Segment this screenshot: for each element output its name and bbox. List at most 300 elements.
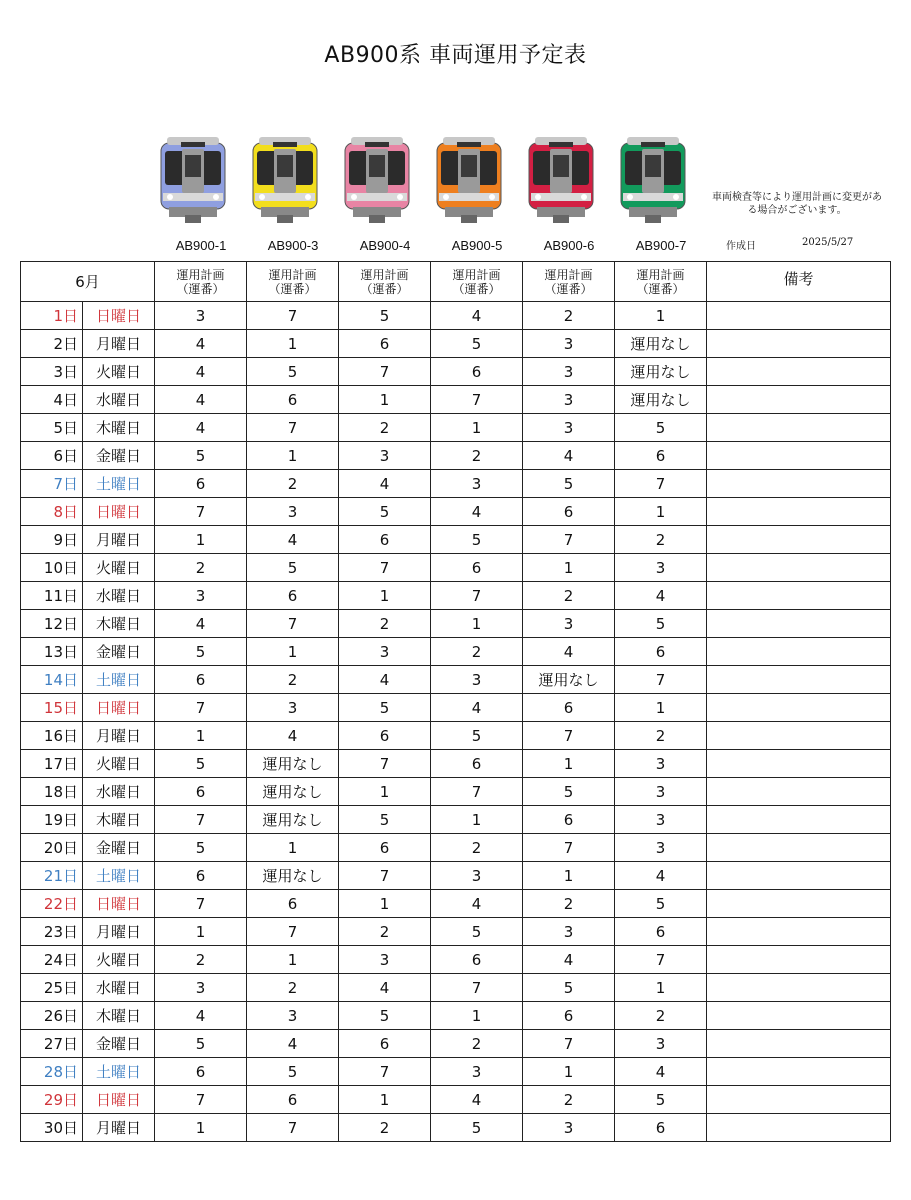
table-row: [21, 862, 891, 890]
weekday-cell: 月曜日: [83, 526, 155, 554]
plan-cell: 3: [155, 582, 247, 610]
plan-cell: 5: [247, 554, 339, 582]
table-row: [21, 638, 891, 666]
day-cell: 16日: [21, 722, 83, 750]
plan-cell: 2: [523, 302, 615, 330]
weekday-cell: 火曜日: [83, 750, 155, 778]
weekday-cell: 土曜日: [83, 862, 155, 890]
plan-cell: 4: [615, 862, 707, 890]
plan-cell: 5: [431, 526, 523, 554]
day-cell: 20日: [21, 834, 83, 862]
table-row: [21, 442, 891, 470]
plan-cell: 3: [339, 638, 431, 666]
plan-cell: 6: [615, 1114, 707, 1142]
schedule-table: [20, 261, 891, 1142]
plan-cell: 5: [615, 890, 707, 918]
table-row: [21, 526, 891, 554]
plan-cell: 7: [247, 414, 339, 442]
plan-cell: 7: [247, 1114, 339, 1142]
schedule-body: [21, 302, 891, 1142]
day-cell: 26日: [21, 1002, 83, 1030]
month-header: 6月: [21, 262, 155, 302]
plan-cell: 5: [339, 1002, 431, 1030]
plan-cell: 7: [339, 862, 431, 890]
table-row: [21, 498, 891, 526]
plan-cell: 2: [247, 470, 339, 498]
plan-cell: 7: [155, 890, 247, 918]
plan-cell: 7: [523, 834, 615, 862]
plan-cell: 3: [615, 806, 707, 834]
train-illustrations: [155, 133, 715, 233]
day-cell: 7日: [21, 470, 83, 498]
plan-cell: 7: [155, 694, 247, 722]
plan-cell: 1: [155, 1114, 247, 1142]
weekday-cell: 月曜日: [83, 330, 155, 358]
remarks-cell: [707, 554, 891, 582]
plan-cell: 6: [155, 778, 247, 806]
plan-cell: 2: [523, 1086, 615, 1114]
plan-cell: 4: [155, 414, 247, 442]
plan-cell: 1: [615, 974, 707, 1002]
plan-cell: 5: [615, 1086, 707, 1114]
car-label: AB900-5: [451, 238, 503, 253]
remarks-cell: [707, 610, 891, 638]
plan-cell: 6: [339, 1030, 431, 1058]
plan-cell: 3: [247, 694, 339, 722]
plan-cell: 2: [339, 1114, 431, 1142]
remarks-header: 備考: [707, 262, 891, 302]
weekday-cell: 土曜日: [83, 470, 155, 498]
plan-cell: 1: [615, 302, 707, 330]
plan-cell: 6: [247, 890, 339, 918]
plan-cell: 1: [339, 778, 431, 806]
car-label: AB900-6: [543, 238, 595, 253]
plan-cell: 2: [431, 638, 523, 666]
plan-cell: 1: [247, 330, 339, 358]
weekday-cell: 火曜日: [83, 358, 155, 386]
plan-cell: 1: [431, 610, 523, 638]
train-front-icon: [523, 133, 599, 229]
plan-cell: 4: [155, 330, 247, 358]
table-row: [21, 694, 891, 722]
plan-cell: 2: [615, 526, 707, 554]
schedule-change-note: 車両検査等により運用計画に変更がある場合がございます。: [712, 192, 882, 216]
plan-cell: 3: [523, 414, 615, 442]
plan-cell: 3: [615, 778, 707, 806]
table-row: [21, 610, 891, 638]
table-row: [21, 1058, 891, 1086]
train-front-icon: [339, 133, 415, 229]
plan-cell: 5: [155, 638, 247, 666]
plan-cell: 7: [523, 1030, 615, 1058]
plan-cell: 3: [431, 862, 523, 890]
table-row: [21, 1030, 891, 1058]
plan-cell: 3: [523, 918, 615, 946]
plan-cell: 6: [247, 582, 339, 610]
remarks-cell: [707, 442, 891, 470]
table-row: [21, 1086, 891, 1114]
remarks-cell: [707, 386, 891, 414]
table-row: [21, 302, 891, 330]
plan-cell: 4: [155, 1002, 247, 1030]
plan-header: 運用計画 （運番）: [615, 262, 707, 302]
plan-cell: 5: [247, 1058, 339, 1086]
plan-cell: 2: [431, 834, 523, 862]
weekday-cell: 火曜日: [83, 554, 155, 582]
plan-cell: 3: [431, 470, 523, 498]
plan-cell: 1: [339, 890, 431, 918]
plan-cell: 1: [615, 498, 707, 526]
plan-cell: 5: [247, 358, 339, 386]
weekday-cell: 土曜日: [83, 1058, 155, 1086]
weekday-cell: 水曜日: [83, 974, 155, 1002]
remarks-cell: [707, 526, 891, 554]
remarks-cell: [707, 330, 891, 358]
plan-cell: 7: [247, 302, 339, 330]
weekday-cell: 水曜日: [83, 386, 155, 414]
created-date: 2025/5/27: [802, 237, 854, 248]
plan-cell: 4: [247, 722, 339, 750]
remarks-cell: [707, 498, 891, 526]
plan-cell: 2: [155, 554, 247, 582]
plan-cell: 1: [615, 694, 707, 722]
plan-cell: 4: [155, 358, 247, 386]
plan-cell: 4: [247, 526, 339, 554]
table-row: [21, 890, 891, 918]
plan-cell: 1: [247, 638, 339, 666]
table-row: [21, 722, 891, 750]
day-cell: 10日: [21, 554, 83, 582]
weekday-cell: 木曜日: [83, 1002, 155, 1030]
plan-cell: 6: [431, 554, 523, 582]
plan-cell: 3: [339, 442, 431, 470]
plan-cell: 1: [523, 554, 615, 582]
plan-cell: 1: [431, 806, 523, 834]
remarks-cell: [707, 946, 891, 974]
day-cell: 21日: [21, 862, 83, 890]
plan-cell: 運用なし: [247, 778, 339, 806]
plan-cell: 7: [155, 1086, 247, 1114]
plan-cell: 5: [339, 694, 431, 722]
plan-cell: 4: [523, 442, 615, 470]
plan-cell: 7: [339, 554, 431, 582]
plan-cell: 4: [615, 1058, 707, 1086]
remarks-cell: [707, 694, 891, 722]
plan-cell: 1: [155, 918, 247, 946]
plan-cell: 5: [155, 1030, 247, 1058]
day-cell: 13日: [21, 638, 83, 666]
table-row: [21, 918, 891, 946]
day-cell: 9日: [21, 526, 83, 554]
plan-cell: 3: [155, 974, 247, 1002]
weekday-cell: 日曜日: [83, 694, 155, 722]
table-row: [21, 1114, 891, 1142]
table-row: [21, 414, 891, 442]
plan-cell: 6: [339, 330, 431, 358]
plan-header: 運用計画 （運番）: [155, 262, 247, 302]
plan-cell: 5: [155, 834, 247, 862]
plan-cell: 4: [523, 946, 615, 974]
plan-cell: 5: [615, 610, 707, 638]
plan-cell: 6: [615, 442, 707, 470]
plan-cell: 4: [339, 974, 431, 1002]
plan-cell: 4: [431, 498, 523, 526]
weekday-cell: 金曜日: [83, 442, 155, 470]
plan-cell: 運用なし: [247, 806, 339, 834]
plan-cell: 2: [339, 918, 431, 946]
remarks-cell: [707, 470, 891, 498]
plan-cell: 6: [615, 638, 707, 666]
remarks-cell: [707, 778, 891, 806]
weekday-cell: 月曜日: [83, 722, 155, 750]
day-cell: 24日: [21, 946, 83, 974]
train-front-icon: [247, 133, 323, 229]
plan-cell: 4: [431, 694, 523, 722]
remarks-cell: [707, 1086, 891, 1114]
plan-cell: 7: [431, 386, 523, 414]
remarks-cell: [707, 1058, 891, 1086]
weekday-cell: 木曜日: [83, 610, 155, 638]
remarks-cell: [707, 358, 891, 386]
table-row: [21, 386, 891, 414]
plan-cell: 2: [155, 946, 247, 974]
day-cell: 17日: [21, 750, 83, 778]
plan-header: 運用計画 （運番）: [431, 262, 523, 302]
plan-cell: 5: [523, 778, 615, 806]
remarks-cell: [707, 414, 891, 442]
plan-cell: 4: [523, 638, 615, 666]
plan-cell: 1: [339, 386, 431, 414]
plan-cell: 運用なし: [615, 386, 707, 414]
weekday-cell: 日曜日: [83, 498, 155, 526]
remarks-cell: [707, 834, 891, 862]
plan-cell: 2: [339, 610, 431, 638]
remarks-cell: [707, 890, 891, 918]
weekday-cell: 金曜日: [83, 1030, 155, 1058]
day-cell: 4日: [21, 386, 83, 414]
plan-cell: 1: [339, 582, 431, 610]
plan-cell: 6: [523, 806, 615, 834]
plan-cell: 2: [247, 666, 339, 694]
plan-cell: 5: [155, 442, 247, 470]
plan-cell: 7: [523, 526, 615, 554]
remarks-cell: [707, 806, 891, 834]
plan-cell: 2: [431, 1030, 523, 1058]
table-row: [21, 750, 891, 778]
plan-cell: 4: [247, 1030, 339, 1058]
plan-cell: 3: [155, 302, 247, 330]
car-label: AB900-1: [175, 238, 227, 253]
plan-cell: 1: [339, 1086, 431, 1114]
weekday-cell: 日曜日: [83, 890, 155, 918]
plan-cell: 1: [523, 862, 615, 890]
plan-cell: 7: [155, 806, 247, 834]
day-cell: 6日: [21, 442, 83, 470]
train-front-icon: [155, 133, 231, 229]
plan-cell: 4: [615, 582, 707, 610]
table-row: [21, 554, 891, 582]
plan-cell: 3: [615, 834, 707, 862]
plan-cell: 2: [615, 722, 707, 750]
remarks-cell: [707, 974, 891, 1002]
plan-cell: 3: [615, 750, 707, 778]
plan-cell: 3: [523, 330, 615, 358]
plan-cell: 7: [523, 722, 615, 750]
day-cell: 23日: [21, 918, 83, 946]
plan-cell: 6: [339, 722, 431, 750]
day-cell: 22日: [21, 890, 83, 918]
plan-cell: 7: [431, 778, 523, 806]
weekday-cell: 火曜日: [83, 946, 155, 974]
day-cell: 3日: [21, 358, 83, 386]
plan-cell: 7: [339, 750, 431, 778]
car-label: AB900-3: [267, 238, 319, 253]
day-cell: 1日: [21, 302, 83, 330]
plan-cell: 3: [431, 1058, 523, 1086]
table-row: [21, 974, 891, 1002]
plan-cell: 運用なし: [523, 666, 615, 694]
plan-cell: 4: [339, 470, 431, 498]
plan-cell: 4: [431, 302, 523, 330]
plan-cell: 5: [431, 1114, 523, 1142]
weekday-cell: 金曜日: [83, 638, 155, 666]
weekday-cell: 土曜日: [83, 666, 155, 694]
plan-cell: 6: [339, 526, 431, 554]
plan-cell: 4: [339, 666, 431, 694]
weekday-cell: 水曜日: [83, 778, 155, 806]
plan-cell: 4: [155, 610, 247, 638]
plan-cell: 5: [339, 302, 431, 330]
day-cell: 29日: [21, 1086, 83, 1114]
plan-cell: 1: [247, 834, 339, 862]
plan-cell: 運用なし: [615, 358, 707, 386]
plan-cell: 3: [523, 610, 615, 638]
plan-cell: 1: [247, 946, 339, 974]
plan-header: 運用計画 （運番）: [339, 262, 431, 302]
remarks-cell: [707, 582, 891, 610]
plan-cell: 2: [431, 442, 523, 470]
plan-cell: 5: [431, 330, 523, 358]
plan-cell: 5: [523, 470, 615, 498]
train-front-icon: [431, 133, 507, 229]
remarks-cell: [707, 1030, 891, 1058]
remarks-cell: [707, 722, 891, 750]
plan-cell: 2: [339, 414, 431, 442]
plan-cell: 3: [339, 946, 431, 974]
plan-cell: 2: [523, 582, 615, 610]
remarks-cell: [707, 1002, 891, 1030]
plan-cell: 1: [523, 1058, 615, 1086]
plan-cell: 6: [155, 862, 247, 890]
plan-cell: 1: [431, 414, 523, 442]
plan-cell: 5: [339, 498, 431, 526]
plan-cell: 7: [431, 974, 523, 1002]
remarks-cell: [707, 862, 891, 890]
plan-cell: 3: [247, 1002, 339, 1030]
plan-cell: 4: [155, 386, 247, 414]
plan-cell: 6: [615, 918, 707, 946]
day-cell: 27日: [21, 1030, 83, 1058]
day-cell: 2日: [21, 330, 83, 358]
weekday-cell: 日曜日: [83, 302, 155, 330]
plan-cell: 5: [431, 722, 523, 750]
plan-cell: 7: [247, 918, 339, 946]
plan-cell: 3: [523, 358, 615, 386]
plan-cell: 3: [523, 1114, 615, 1142]
plan-cell: 7: [155, 498, 247, 526]
plan-cell: 7: [339, 358, 431, 386]
weekday-cell: 金曜日: [83, 834, 155, 862]
day-cell: 8日: [21, 498, 83, 526]
weekday-cell: 月曜日: [83, 1114, 155, 1142]
plan-cell: 2: [615, 1002, 707, 1030]
plan-cell: 3: [615, 554, 707, 582]
plan-cell: 1: [155, 526, 247, 554]
train-front-icon: [615, 133, 691, 229]
plan-cell: 3: [431, 666, 523, 694]
plan-cell: 6: [155, 666, 247, 694]
plan-cell: 5: [339, 806, 431, 834]
plan-cell: 6: [431, 358, 523, 386]
table-header-row: [21, 262, 891, 302]
day-cell: 28日: [21, 1058, 83, 1086]
plan-header: 運用計画 （運番）: [523, 262, 615, 302]
plan-cell: 6: [523, 1002, 615, 1030]
plan-cell: 5: [615, 414, 707, 442]
table-row: [21, 834, 891, 862]
remarks-cell: [707, 750, 891, 778]
plan-cell: 6: [247, 1086, 339, 1114]
plan-header: 運用計画 （運番）: [247, 262, 339, 302]
plan-cell: 2: [247, 974, 339, 1002]
remarks-cell: [707, 1114, 891, 1142]
table-row: [21, 1002, 891, 1030]
plan-cell: 6: [155, 470, 247, 498]
weekday-cell: 日曜日: [83, 1086, 155, 1114]
day-cell: 18日: [21, 778, 83, 806]
plan-cell: 7: [615, 946, 707, 974]
plan-cell: 3: [615, 1030, 707, 1058]
car-label: AB900-7: [635, 238, 687, 253]
table-row: [21, 470, 891, 498]
day-cell: 14日: [21, 666, 83, 694]
plan-cell: 5: [431, 918, 523, 946]
plan-cell: 7: [339, 1058, 431, 1086]
weekday-cell: 木曜日: [83, 806, 155, 834]
plan-cell: 1: [523, 750, 615, 778]
day-cell: 5日: [21, 414, 83, 442]
table-row: [21, 330, 891, 358]
plan-cell: 6: [431, 946, 523, 974]
day-cell: 30日: [21, 1114, 83, 1142]
day-cell: 19日: [21, 806, 83, 834]
plan-cell: 6: [339, 834, 431, 862]
remarks-cell: [707, 638, 891, 666]
car-label: AB900-4: [359, 238, 411, 253]
plan-cell: 運用なし: [615, 330, 707, 358]
plan-cell: 5: [523, 974, 615, 1002]
plan-cell: 6: [155, 1058, 247, 1086]
plan-cell: 運用なし: [247, 750, 339, 778]
plan-cell: 6: [247, 386, 339, 414]
plan-cell: 5: [155, 750, 247, 778]
table-row: [21, 582, 891, 610]
plan-cell: 6: [431, 750, 523, 778]
day-cell: 11日: [21, 582, 83, 610]
plan-cell: 1: [155, 722, 247, 750]
plan-cell: 7: [431, 582, 523, 610]
plan-cell: 6: [523, 694, 615, 722]
